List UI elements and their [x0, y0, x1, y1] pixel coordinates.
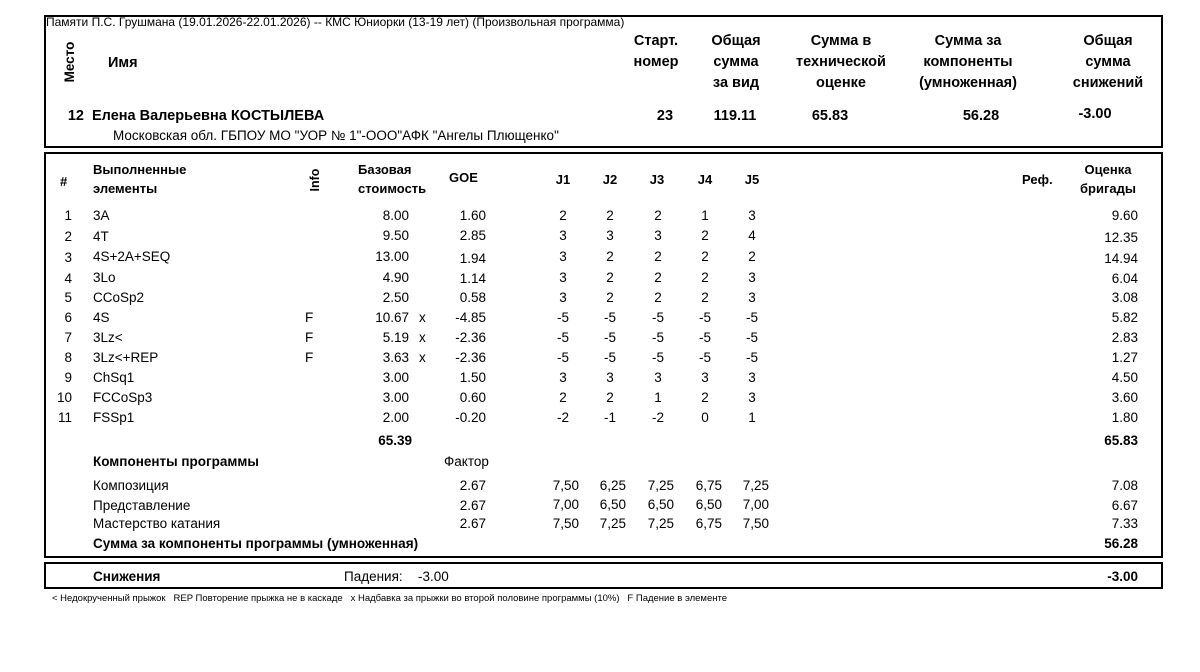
judge-5-mark: -5 — [745, 330, 758, 345]
judge-5-mark: 3 — [748, 370, 756, 385]
element-score: 6.04 — [1111, 271, 1138, 286]
deductions-total: -3.00 — [1107, 569, 1138, 584]
judge-2-mark: 3 — [606, 370, 614, 385]
j1-header: J1 — [555, 172, 571, 187]
pcs-value: 56.28 — [962, 108, 1000, 124]
element-name: 4S — [93, 310, 110, 325]
judge-2-mark: 2 — [606, 249, 614, 264]
judge-3-mark: 7,25 — [647, 478, 674, 493]
element-score: 14.94 — [1104, 251, 1138, 266]
num-header: # — [60, 174, 68, 189]
element-name: 4T — [93, 229, 109, 244]
judge-4-mark: 1 — [701, 208, 709, 223]
judge-2-mark: -5 — [603, 330, 616, 345]
judge-3-mark: 1 — [654, 390, 662, 405]
element-goe: -2.36 — [455, 350, 486, 365]
place-header: Место — [62, 41, 77, 83]
tes-value: 65.83 — [811, 108, 849, 124]
judge-2-mark: 6,25 — [599, 478, 626, 493]
falls-value: -3.00 — [418, 569, 449, 584]
element-info: F — [305, 310, 314, 325]
event-title: Памяти П.С. Грушмана (19.01.2026-22.01.2026) -- КМС Юниорки (13-19 лет) (Произвольная программа) — [46, 15, 625, 29]
element-base: 9.50 — [382, 228, 409, 243]
deductions-label: Снижения — [93, 569, 161, 584]
element-number: 10 — [56, 390, 72, 405]
component-score: 6.67 — [1111, 498, 1138, 513]
element-goe: -0.20 — [455, 410, 486, 425]
component-name: Мастерство катания — [93, 516, 221, 531]
component-factor: 2.67 — [459, 516, 486, 531]
judge-1-mark: 3 — [559, 290, 567, 305]
judge-3-mark: 2 — [654, 270, 662, 285]
judge-4-mark: -5 — [698, 350, 711, 365]
element-bonus: x — [419, 350, 426, 365]
component-factor: 2.67 — [459, 498, 486, 513]
judge-4-mark: 0 — [701, 410, 709, 425]
judge-2-mark: 6,50 — [599, 497, 626, 512]
judge-3-mark: -5 — [651, 350, 664, 365]
component-factor: 2.67 — [459, 478, 486, 493]
judge-4-mark: -5 — [698, 310, 711, 325]
judge-4-mark: 6,75 — [695, 516, 722, 531]
judge-5-mark: 7,00 — [742, 497, 769, 512]
component-score: 7.33 — [1111, 516, 1138, 531]
judge-1-mark: 3 — [559, 370, 567, 385]
element-score: 12.35 — [1104, 230, 1138, 245]
element-base: 2.00 — [382, 410, 409, 425]
ref-header: Реф. — [1022, 172, 1053, 187]
judge-4-mark: 6,50 — [695, 497, 722, 512]
judge-2-mark: 2 — [606, 208, 614, 223]
element-name: 3Lz< — [93, 330, 123, 345]
element-goe: -4.85 — [455, 310, 486, 325]
deductions-header: Общая сумма снижений — [1072, 33, 1144, 91]
element-base: 13.00 — [375, 249, 409, 264]
judge-4-mark: 2 — [701, 390, 709, 405]
element-info: F — [305, 350, 314, 365]
element-bonus: x — [419, 310, 426, 325]
pcs-header: Сумма за компоненты (умноженная) — [919, 33, 1017, 91]
element-base: 8.00 — [382, 208, 409, 223]
judge-2-mark: 3 — [606, 228, 614, 243]
goe-header: GOE — [449, 170, 478, 185]
element-number: 2 — [64, 229, 72, 244]
component-name: Композиция — [93, 478, 169, 493]
element-name: 3A — [93, 208, 110, 223]
start-number-value: 23 — [656, 108, 674, 124]
base-total: 65.39 — [378, 433, 412, 448]
judge-5-mark: 4 — [748, 228, 756, 243]
element-score: 3.08 — [1111, 290, 1138, 305]
judge-5-mark: 7,50 — [742, 516, 769, 531]
elements-header: Выполненные элементы — [93, 162, 187, 196]
element-base: 2.50 — [382, 290, 409, 305]
judge-3-mark: 2 — [654, 249, 662, 264]
judge-1-mark: 3 — [559, 249, 567, 264]
judge-1-mark: -5 — [556, 350, 569, 365]
element-number: 4 — [64, 271, 72, 286]
judge-4-mark: -5 — [698, 330, 711, 345]
judge-3-mark: 2 — [654, 290, 662, 305]
element-number: 3 — [64, 250, 72, 265]
element-score: 2.83 — [1111, 330, 1138, 345]
j3-header: J3 — [649, 172, 665, 187]
info-header: Info — [308, 168, 322, 192]
judge-5-mark: 3 — [748, 290, 756, 305]
component-name: Представление — [93, 498, 191, 513]
element-score: 1.27 — [1111, 350, 1138, 365]
element-base: 3.63 — [382, 350, 409, 365]
element-goe: 2.85 — [459, 228, 486, 243]
judge-3-mark: 3 — [654, 370, 662, 385]
score-header: Оценка бригады — [1080, 162, 1136, 196]
skater-name: Елена Валерьевна КОСТЫЛЕВА — [92, 108, 325, 124]
component-score: 7.08 — [1111, 478, 1138, 493]
judge-4-mark: 2 — [701, 228, 709, 243]
judge-4-mark: 2 — [701, 290, 709, 305]
element-score: 1.80 — [1111, 410, 1138, 425]
element-base: 5.19 — [382, 330, 409, 345]
element-goe: 1.14 — [459, 271, 486, 286]
element-number: 9 — [64, 370, 72, 385]
element-score: 5.82 — [1111, 310, 1138, 325]
start-number-header: Старт. номер — [633, 33, 679, 70]
element-score: 3.60 — [1111, 390, 1138, 405]
judge-1-mark: 7,00 — [552, 497, 579, 512]
total-header: Общая сумма за вид — [711, 33, 761, 91]
judge-1-mark: 3 — [559, 270, 567, 285]
judge-3-mark: -2 — [651, 410, 664, 425]
judge-1-mark: 3 — [559, 228, 567, 243]
place-value: 12 — [67, 108, 84, 124]
element-base: 10.67 — [375, 310, 409, 325]
falls-label: Падения: — [344, 569, 403, 584]
judge-5-mark: -5 — [745, 310, 758, 325]
element-number: 1 — [64, 208, 72, 223]
tes-header: Сумма в технической оценке — [796, 33, 886, 91]
deductions-box — [44, 562, 1163, 589]
j2-header: J2 — [602, 172, 618, 187]
total-value: 119.11 — [713, 108, 757, 124]
element-number: 7 — [64, 330, 72, 345]
judge-1-mark: -5 — [556, 330, 569, 345]
element-base: 4.90 — [382, 270, 409, 285]
judge-2-mark: 2 — [606, 270, 614, 285]
base-header: Базовая стоимость — [358, 162, 427, 196]
skater-club: Московская обл. ГБПОУ МО "УОР № 1"-ООО"АФК "Ангелы Плющенко" — [113, 128, 559, 143]
element-info: F — [305, 330, 314, 345]
judge-3-mark: 7,25 — [647, 516, 674, 531]
judge-2-mark: 7,25 — [599, 516, 626, 531]
element-goe: 0.58 — [459, 290, 486, 305]
element-name: 3Lo — [93, 270, 116, 285]
element-name: FSSp1 — [93, 410, 135, 425]
element-base: 3.00 — [382, 370, 409, 385]
element-score: 4.50 — [1111, 370, 1138, 385]
element-name: 3Lz<+REP — [93, 350, 159, 365]
element-name: FCCoSp3 — [93, 390, 153, 405]
judge-1-mark: 7,50 — [552, 478, 579, 493]
judge-2-mark: -5 — [603, 310, 616, 325]
element-goe: 1.50 — [459, 370, 486, 385]
element-number: 8 — [64, 350, 72, 365]
judge-3-mark: 2 — [654, 208, 662, 223]
element-bonus: x — [419, 330, 426, 345]
element-goe: 1.60 — [459, 208, 486, 223]
judge-5-mark: 1 — [748, 410, 756, 425]
judge-4-mark: 3 — [701, 370, 709, 385]
judge-4-mark: 6,75 — [695, 478, 722, 493]
judge-1-mark: 2 — [559, 208, 567, 223]
judge-2-mark: 2 — [606, 290, 614, 305]
legend: < Недокрученный прыжок REP Повторение прыжка не в каскаде x Надбавка за прыжки во второй половине программы (10%) F Падение в элементе — [52, 593, 728, 604]
judge-5-mark: 3 — [748, 390, 756, 405]
element-base: 3.00 — [382, 390, 409, 405]
judge-3-mark: -5 — [651, 310, 664, 325]
element-goe: -2.36 — [455, 330, 486, 345]
judge-3-mark: -5 — [651, 330, 664, 345]
element-number: 11 — [57, 410, 72, 425]
j4-header: J4 — [697, 172, 713, 187]
judge-2-mark: 2 — [606, 390, 614, 405]
factor-label: Фактор — [444, 454, 489, 469]
judge-1-mark: -2 — [556, 410, 569, 425]
element-name: 4S+2A+SEQ — [93, 249, 171, 264]
judge-5-mark: -5 — [745, 350, 758, 365]
element-number: 5 — [64, 290, 72, 305]
judge-1-mark: 2 — [559, 390, 567, 405]
judge-1-mark: -5 — [556, 310, 569, 325]
components-title: Компоненты программы — [93, 454, 259, 469]
element-score: 9.60 — [1111, 208, 1138, 223]
components-total-label: Сумма за компоненты программы (умноженная) — [93, 536, 419, 551]
judge-5-mark: 7,25 — [742, 478, 769, 493]
element-name: ChSq1 — [93, 370, 135, 385]
deductions-value: -3.00 — [1078, 106, 1112, 122]
judge-2-mark: -1 — [603, 410, 616, 425]
judge-5-mark: 3 — [748, 208, 756, 223]
judge-3-mark: 6,50 — [647, 497, 674, 512]
element-name: CCoSp2 — [93, 290, 145, 305]
judge-5-mark: 2 — [748, 249, 756, 264]
score-total: 65.83 — [1104, 433, 1138, 448]
element-goe: 1.94 — [459, 251, 486, 266]
element-number: 6 — [64, 310, 72, 325]
element-goe: 0.60 — [459, 390, 486, 405]
j5-header: J5 — [744, 172, 760, 187]
judge-5-mark: 3 — [748, 270, 756, 285]
judge-4-mark: 2 — [701, 249, 709, 264]
judge-3-mark: 3 — [654, 228, 662, 243]
judge-1-mark: 7,50 — [552, 516, 579, 531]
judge-4-mark: 2 — [701, 270, 709, 285]
components-total: 56.28 — [1104, 536, 1138, 551]
judge-2-mark: -5 — [603, 350, 616, 365]
name-header: Имя — [108, 55, 138, 71]
